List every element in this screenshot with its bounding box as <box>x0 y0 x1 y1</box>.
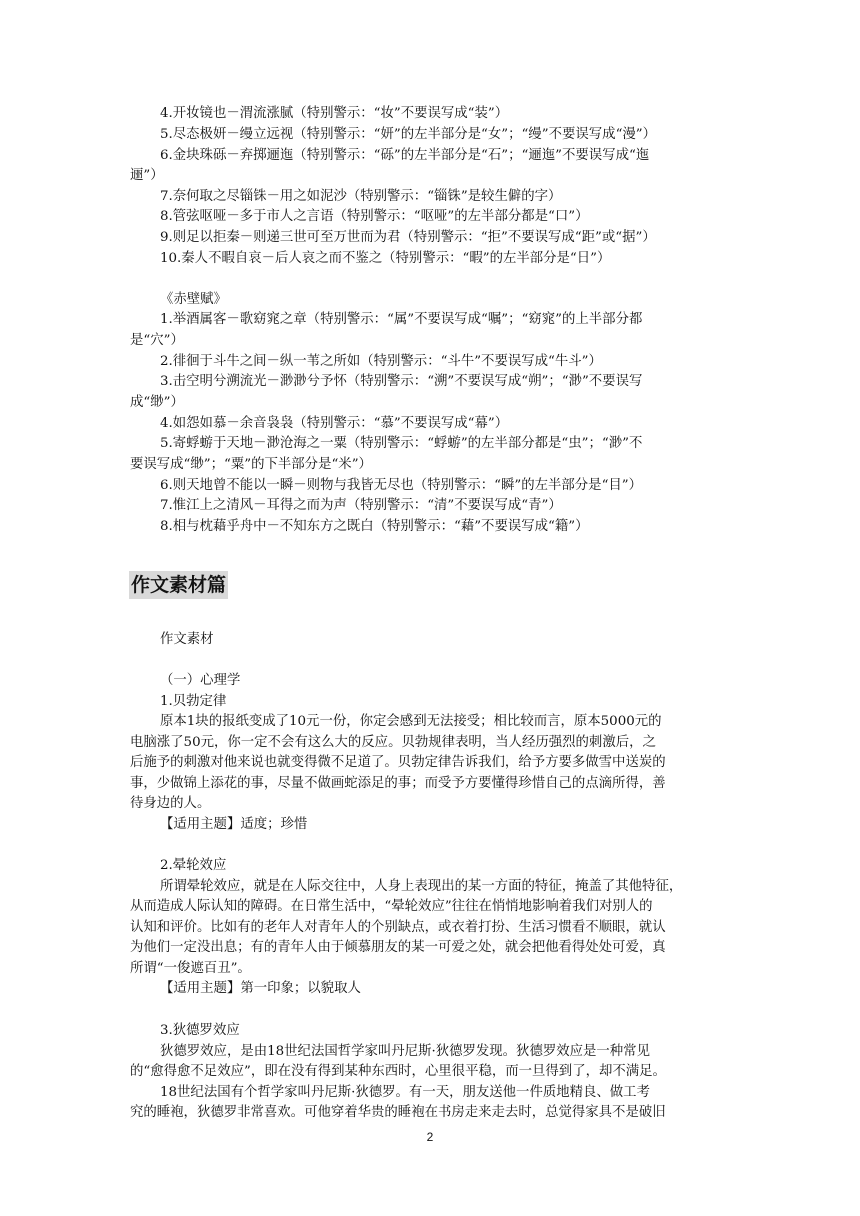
chibi-line: 成“缈”） <box>130 395 184 410</box>
item3-line: 究的睡袍，狄德罗非常喜欢。可他穿着华贵的睡袍在书房走来走去时，总觉得家具不是破旧 <box>130 1105 666 1120</box>
item1-line: 电脑涨了50元，你一定不会有这么大的反应。贝勃规律表明，当人经历强烈的刺激后，之 <box>130 735 656 750</box>
item1-theme: 【适用主题】适度；珍惜 <box>160 817 308 832</box>
chibi-line: 5.寄蜉蝣于天地－渺沧海之一粟（特别警示：“蜉蝣”的左半部分都是“虫”；“渺”不 <box>160 436 643 451</box>
subtitle: 作文素材 <box>160 632 214 647</box>
chibi-line: 1.举酒属客－歌窈窕之章（特别警示：“属”不要误写成“嘱”；“窈窕”的上半部分都 <box>160 312 643 327</box>
list1-line: 9.则足以拒秦－则递三世可至万世而为君（特别警示：“拒”不要误写成“距”或“据”） <box>160 230 656 245</box>
item2-line: 从而造成人际认知的障碍。在日常生活中，“晕轮效应”往往在悄悄地影响着我们对别人的 <box>130 899 653 914</box>
chibi-line: 8.相与枕藉乎舟中－不知东方之既白（特别警示：“藉”不要误写成“籍”） <box>160 519 589 534</box>
list1-line: 4.开妆镜也－渭流涨腻（特别警示：“妆”不要误写成“装”） <box>160 106 509 121</box>
chibi-line: 7.惟江上之清风－耳得之而为声（特别警示：“清”不要误写成“青”） <box>160 498 562 513</box>
list1-line: 逦”） <box>130 168 164 183</box>
chibi-line: 4.如怨如慕－余音袅袅（特别警示：“慕”不要误写成“幕”） <box>160 416 509 431</box>
item3-line: 狄德罗效应，是由18世纪法国哲学家叫丹尼斯·狄德罗发现。狄德罗效应是一种常见 <box>160 1044 650 1059</box>
page-number: 2 <box>426 1130 434 1144</box>
item2-title: 2.晕轮效应 <box>160 858 227 873</box>
category-heading: （一）心理学 <box>160 673 241 688</box>
chibi-line: 3.击空明兮溯流光－渺渺兮予怀（特别警示：“溯”不要误写成“朔”；“渺”不要误写 <box>160 374 643 389</box>
list1-line: 10.秦人不暇自哀－后人哀之而不鉴之（特别警示：“暇”的左半部分是“日”） <box>160 251 611 266</box>
item2-line: 所谓晕轮效应，就是在人际交往中，人身上表现出的某一方面的特征，掩盖了其他特征， <box>160 879 683 894</box>
section-heading: 作文素材篇 <box>129 571 228 599</box>
list1-line: 7.奈何取之尽锱铢－用之如泥沙（特别警示：“锱铢”是较生僻的字） <box>160 189 562 204</box>
item2-line: 认知和评价。比如有的老年人对青年人的个别缺点，或衣着打扮、生活习惯看不顺眼，就认 <box>130 920 666 935</box>
item1-line: 后施予的刺激对他来说也就变得微不足道了。贝勃定律告诉我们，给予方要多做雪中送炭的 <box>130 755 666 770</box>
item2-line: 为他们一定没出息；有的青年人由于倾慕朋友的某一可爱之处，就会把他看得处处可爱，真 <box>130 940 666 955</box>
item1-title: 1.贝勃定律 <box>160 694 227 709</box>
chibi-line: 2.徘徊于斗牛之间－纵一苇之所如（特别警示：“斗牛”不要误写成“牛斗”） <box>160 354 602 369</box>
list1-line: 8.管弦呕哑－多于市人之言语（特别警示：“呕哑”的左半部分都是“口”） <box>160 209 589 224</box>
item3-line: 18世纪法国有个哲学家叫丹尼斯·狄德罗。有一天，朋友送他一件质地精良、做工考 <box>160 1085 650 1100</box>
list1-line: 6.金块珠砾－弃掷逦迤（特别警示：“砾”的左半部分是“石”；“逦迤”不要误写成“迤 <box>160 148 650 163</box>
chibi-title: 《赤壁赋》 <box>160 292 227 307</box>
item2-line: 所谓“一俊遮百丑”。 <box>130 961 251 976</box>
list1-line: 5.尽态极妍－缦立远视（特别警示：“妍”的左半部分是“女”；“缦”不要误写成“漫”） <box>160 127 657 142</box>
item2-theme: 【适用主题】第一印象；以貌取人 <box>160 981 361 996</box>
item3-title: 3.狄德罗效应 <box>160 1023 240 1038</box>
chibi-line: 是“穴”） <box>130 333 184 348</box>
chibi-line: 要误写成“缈”；“粟”的下半部分是“米”） <box>130 457 372 472</box>
item1-line: 事，少做锦上添花的事，尽量不做画蛇添足的事；而受予方要懂得珍惜自己的点滴所得，善 <box>130 776 666 791</box>
chibi-line: 6.则天地曾不能以一瞬－则物与我皆无尽也（特别警示：“瞬”的左半部分是“目”） <box>160 478 643 493</box>
item1-line: 待身边的人。 <box>130 796 211 811</box>
item3-line: 的“愈得愈不足效应”，即在没有得到某种东西时，心里很平稳，而一旦得到了，却不满足。 <box>130 1064 666 1079</box>
item1-line: 原本1块的报纸变成了10元一份，你定会感到无法接受；相比较而言，原本5000元的 <box>160 714 662 729</box>
